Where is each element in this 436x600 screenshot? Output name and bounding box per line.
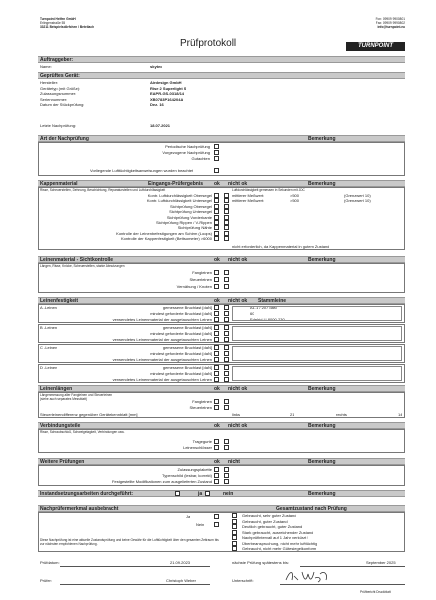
leinen-ok-checkbox[interactable] (214, 277, 219, 282)
group-ok-checkbox[interactable] (214, 357, 219, 362)
leinenl-nok-checkbox[interactable] (224, 399, 229, 404)
pruefer-value: Christoph Weber (166, 578, 196, 583)
state-label: Gebraucht, nicht mehr Gütesiegelkonform (242, 546, 317, 551)
art-item-checkbox[interactable] (214, 156, 219, 161)
group-ok-checkbox[interactable] (214, 311, 219, 316)
kappe-desc2: Luftdurchlässigkeit gemessen in Sekunden mit JDC (232, 188, 305, 192)
signature-label: Unterschrift: (232, 578, 254, 583)
group-nok-checkbox[interactable] (224, 351, 229, 356)
section-verbindung-header: Verbindungsteile ok nicht ok Bemerkung (38, 422, 405, 429)
art-note: Vorliegende Lufttüchtigkeitsanweisungen wurden beachtet (90, 168, 194, 173)
device-value: EAPR-GS-0318/14 (150, 91, 185, 97)
kappe-item-label: Sichtprüfung Nähte (177, 225, 212, 231)
leinen-ok-checkbox[interactable] (214, 270, 219, 275)
date-line (60, 566, 210, 567)
device-label: Gerätetyp (mit Größe): (40, 85, 81, 91)
doc-code: Prüfbericht Druckblatt (360, 590, 391, 594)
leinenl-item-label: Steuerleinen (189, 405, 212, 410)
page-title: Prüfprotokoll (180, 38, 237, 49)
group-remark: Edelrid U-8000-230 (250, 316, 285, 322)
state-checkbox[interactable] (232, 530, 237, 535)
device-label: Seriennummer: (40, 96, 68, 102)
instand-nein-checkbox[interactable] (205, 491, 210, 496)
weitere-item-label: Zulassungsplakette (177, 467, 212, 472)
group-row-label: gemessene Bruchlast [daN] (162, 305, 212, 310)
group-remark-box (232, 366, 402, 381)
verbindung-item-label: Tragegurte (192, 439, 212, 444)
art-note-checkbox[interactable] (214, 168, 219, 173)
last-check-label: Letzte Nachprüfung: (40, 123, 77, 128)
kappe-ok-checkbox[interactable] (214, 193, 219, 198)
group-row-label: verwendetes Leinenmaterial der ausgetauschten Leinen (112, 336, 212, 342)
kappe-item-label: Kontrolle der Kappenfestigkeit (Bettsometer) >6000 (120, 236, 212, 242)
group-nok-checkbox[interactable] (224, 365, 229, 370)
kappe-nok-checkbox[interactable] (224, 236, 229, 241)
kappe-ok-checkbox[interactable] (214, 225, 219, 230)
state-label: Nachprüfintervall auf 1 Jahr verkürzt ! (242, 535, 309, 540)
group-nok-checkbox[interactable] (224, 331, 229, 336)
kappe-item-label: Kontrolle der Leinenbefestigungen am Schirm (Loops) (116, 230, 212, 236)
group-name: B -Leinen (40, 325, 58, 330)
last-check-value: 18.07.2021 (150, 123, 171, 128)
client-name-label: Name: (40, 64, 52, 69)
group-ok-checkbox[interactable] (214, 325, 219, 330)
state-label: Deutlich gebraucht, guter Zustand (242, 524, 303, 529)
group-ok-checkbox[interactable] (214, 351, 219, 356)
leinenl-desc2: (siehe auch separates Messblatt) (40, 397, 87, 401)
section-festigkeit-header: Leinenfestigkeit ok nicht ok Stammleine (38, 297, 405, 304)
leinen-item-label: Fangleinen (192, 270, 212, 275)
device-value: Airdesign GmbH (150, 80, 182, 85)
section-geraet-header: Geprüftes Gerät: (38, 72, 405, 79)
group-row-label: gemessene Bruchlast [daN] (162, 325, 212, 330)
group-nok-checkbox[interactable] (224, 317, 229, 322)
group-name: D -Leinen (40, 365, 58, 370)
kappe-item-label: Sichtprüfung Untersegel (169, 209, 212, 215)
group-nok-checkbox[interactable] (224, 311, 229, 316)
group-row-label: verwendetes Leinenmaterial der ausgetauschten Leinen (112, 356, 212, 362)
ausbeute-nein-label: Nein (196, 522, 205, 527)
state-checkbox[interactable] (232, 519, 237, 524)
state-label: Stark gebraucht, ausreichender Zustand (242, 529, 314, 535)
leinen-ok-checkbox[interactable] (214, 284, 219, 289)
contact-email: info@turnpoint.eu (377, 25, 405, 29)
art-item-label: Gutachten (191, 156, 210, 161)
kappe-note: nicht erforderlich, da Kappenmaterial in gutem Zustand (232, 244, 330, 249)
kappe-item-label: Sichtprüfung Obersegel (169, 203, 212, 209)
meas-value: >500 (290, 193, 300, 198)
weitere-item-label: Typenschild (lesbar, korrekt) (161, 473, 212, 478)
brand-logo: TURNPOINT (346, 42, 405, 51)
state-label: Überbeanspruchung, nicht mehr lufttüchtig (242, 540, 318, 546)
leinen-item-label: Steuerleinen (189, 277, 212, 282)
kappe-nok-checkbox[interactable] (224, 220, 229, 225)
kappe-item-label: Sichtprüfung Rippen / V-Rippen (155, 220, 212, 225)
group-row-label: mindest geforderte Bruchlast [daN] (150, 330, 212, 336)
weitere-item-label: Festgestellte Modifikationen zum ausgelieferten Zustand (111, 479, 212, 484)
group-nok-checkbox[interactable] (224, 371, 229, 376)
next-value: September 2025 (366, 560, 396, 565)
section-leinen-sicht-header: Leinenmaterial - Sichtkontrolle ok nicht ok Bemerkung (38, 256, 405, 263)
state-checkbox[interactable] (232, 541, 237, 546)
state-label: Gebraucht, sehr guter Zustand (242, 513, 297, 518)
group-remark-box (232, 306, 402, 321)
weitere-ok-checkbox[interactable] (214, 473, 219, 478)
group-name: C -Leinen (40, 345, 58, 350)
ausbeute-note: Diese Nachprüfung ist eine aktuelle Zustandsprüfung und keine Gewähr für die Lufttüchtigkeit über den gesamten Zeitraum bis zur nächsten empfohlenen Nachprüfung. (40, 538, 219, 546)
diff-label: Steuerleinendifferenz gegenüber Gerätekennblatt [mm] (40, 412, 138, 417)
art-item-checkbox[interactable] (214, 150, 219, 155)
diff-right-value: 14 (398, 412, 403, 417)
kappe-ok-checkbox[interactable] (214, 209, 219, 214)
group-row-label: mindest geforderte Bruchlast [daN] (150, 370, 212, 376)
leinenl-item-label: Fangleinen (192, 399, 212, 404)
kappe-desc: Risse, Scheuerstellen, Dehnung, Beschichtung, Reparaturstellen und Luftdurchlässigkeit (40, 188, 166, 192)
group-row-label: mindest geforderte Bruchlast [daN] (150, 350, 212, 356)
device-label: Zulassungsnummer: (40, 91, 77, 97)
kappe-nok-checkbox[interactable] (224, 209, 229, 214)
company-city: 33211 Beispielsdörfchen / Beteilach (40, 25, 95, 29)
group-remark-box (232, 346, 402, 361)
device-label: Hersteller: (40, 80, 59, 85)
group-nok-checkbox[interactable] (224, 337, 229, 342)
date-value: 21.09.2023 (170, 560, 191, 565)
pruefer-label: Prüfer: (40, 578, 53, 583)
group-remark: 60 (250, 310, 255, 316)
group-row-label: mindest geforderte Bruchlast [daN] (150, 310, 212, 316)
company-street: Erlingenstraße 55 (40, 21, 66, 25)
leinen-nok-checkbox[interactable] (224, 277, 229, 282)
group-name: A -Leinen (40, 305, 57, 310)
meas-limit: (Grenzwert 10) (344, 193, 371, 198)
group-nok-checkbox[interactable] (224, 345, 229, 350)
signature-image (282, 566, 332, 586)
art-item-label: Periodische Nachprüfung (165, 144, 210, 149)
state-checkbox[interactable] (232, 524, 237, 529)
weitere-nok-checkbox[interactable] (224, 479, 229, 484)
group-ok-checkbox[interactable] (214, 371, 219, 376)
kappe-ok-checkbox[interactable] (214, 236, 219, 241)
weitere-nok-checkbox[interactable] (224, 473, 229, 478)
instand-ja-checkbox[interactable] (175, 491, 180, 496)
group-row-label: verwendetes Leinenmaterial der ausgetauschten Leinen (112, 376, 212, 382)
group-row-label: gemessene Bruchlast [daN] (162, 365, 212, 370)
ausbeute-ja-label: Ja (186, 514, 191, 519)
section-weitere-header: Weitere Prüfungen ok nicht Bemerkung (38, 458, 405, 465)
meas-value: >500 (290, 198, 300, 204)
section-kappe-header: Kappenmaterial Eingangs-Prüfergebnis ok nicht ok Bemerkung (38, 180, 405, 187)
state-checkbox[interactable] (232, 535, 237, 540)
client-name-value: skytec (150, 64, 163, 69)
group-nok-checkbox[interactable] (224, 377, 229, 382)
ausbeute-body (38, 512, 405, 552)
group-ok-checkbox[interactable] (214, 337, 219, 342)
section-instand-header: Instandsetzungsarbeiten durchgeführt: ja nein Bemerkung (38, 490, 405, 497)
diff-left-label: links (232, 412, 241, 417)
group-row-label: verwendetes Leinenmaterial der ausgetauschten Leinen (112, 316, 212, 322)
leinen-nok-checkbox[interactable] (224, 270, 229, 275)
state-checkbox[interactable] (232, 513, 237, 518)
company-name: Turnpoint Helfen GmbH (40, 17, 76, 21)
kappe-nok-checkbox[interactable] (224, 225, 229, 230)
group-remark: A1.1 / 207 daN (250, 305, 277, 310)
section-leinenl-header: Leinenlängen ok nicht ok Bemerkung (38, 385, 405, 392)
leinen-item-label: Vernähung / Knoten (176, 284, 212, 289)
weitere-ok-checkbox[interactable] (214, 467, 219, 472)
verbindung-item-label: Leinenschlösser (183, 445, 212, 450)
meas-label: mittlerer Meßwert: (232, 198, 265, 204)
art-item-checkbox[interactable] (214, 144, 219, 149)
kappe-ok-checkbox[interactable] (214, 198, 219, 203)
kappe-ok-checkbox[interactable] (214, 220, 219, 225)
date-label: Prüfdatum: (40, 560, 60, 565)
contact-fax: Fax: 09909 9990802 (375, 21, 405, 25)
kappe-item-label: Sichtprüfung Vorderkante (166, 214, 212, 220)
kappe-nok-checkbox[interactable] (224, 231, 229, 236)
leinenl-ok-checkbox[interactable] (214, 405, 219, 410)
verbindung-ok-checkbox[interactable] (214, 445, 219, 450)
weitere-ok-checkbox[interactable] (214, 479, 219, 484)
group-ok-checkbox[interactable] (214, 345, 219, 350)
group-ok-checkbox[interactable] (214, 305, 219, 310)
group-ok-checkbox[interactable] (214, 331, 219, 336)
verbindung-nok-checkbox[interactable] (224, 439, 229, 444)
leinenl-nok-checkbox[interactable] (224, 405, 229, 410)
device-label: Datum der Stückprüfung: (40, 102, 85, 108)
group-nok-checkbox[interactable] (224, 305, 229, 310)
group-ok-checkbox[interactable] (214, 317, 219, 322)
kappe-nok-checkbox[interactable] (224, 198, 229, 203)
section-ausbeute-header: Nachprüfermerkmal ausbebracht Gesamtzustand nach Prüfung (38, 505, 405, 512)
state-checkbox[interactable] (232, 546, 237, 551)
leinen-nok-checkbox[interactable] (224, 284, 229, 289)
leinenl-desc: Längenmessung aller Fangleinen und Steuerleinen (40, 393, 113, 397)
section-art-header: Art der Nachprüfung Bemerkung (38, 135, 405, 142)
pruefer-line (60, 584, 210, 585)
verbindung-nok-checkbox[interactable] (224, 445, 229, 450)
group-nok-checkbox[interactable] (224, 325, 229, 330)
kappe-item-label: Kontr. Luftdurchlässigkeit Obersegel (147, 193, 212, 198)
verbindung-ok-checkbox[interactable] (214, 439, 219, 444)
diff-left-value: 21 (290, 412, 295, 417)
next-label: nächste Prüfung spätestens bis: (232, 560, 289, 565)
kappe-ok-checkbox[interactable] (214, 231, 219, 236)
kappe-ok-checkbox[interactable] (214, 204, 219, 209)
group-ok-checkbox[interactable] (214, 377, 219, 382)
device-value: XB0783P164204A (150, 96, 184, 102)
meas-limit: (Grenzwert 10) (344, 198, 371, 204)
group-nok-checkbox[interactable] (224, 357, 229, 362)
weitere-nok-checkbox[interactable] (224, 467, 229, 472)
group-remark-box (232, 326, 402, 341)
leinen-sicht-desc: Längen, Risse, Knicke, Scheuerstellen, starke Abnutzungen (40, 264, 125, 268)
group-row-label: gemessene Bruchlast [daN] (162, 345, 212, 350)
verbindung-desc: Risse, Schraubschloß, Schweigelagkeit, Verbindungen usw. (40, 430, 125, 434)
section-auftraggeber-header: Auftraggeber: (38, 56, 405, 63)
kappe-item-label: Kontr. Luftdurchlässigkeit Untersegel (146, 198, 212, 204)
kappe-nok-checkbox[interactable] (224, 204, 229, 209)
diff-right-label: rechts (336, 412, 347, 417)
leinenl-ok-checkbox[interactable] (214, 399, 219, 404)
art-item-label: Vorgezogene Nachprüfung (162, 150, 210, 155)
signature-line (280, 584, 405, 585)
contact-phone: Fon: 09909 9900801 (375, 17, 405, 21)
ausbeute-ja-checkbox[interactable] (214, 514, 219, 519)
device-value: Dez. 16 (150, 102, 164, 108)
ausbeute-nein-checkbox[interactable] (214, 522, 219, 527)
kappe-nok-checkbox[interactable] (224, 193, 229, 198)
device-value: Rise 2 Superlight S (150, 85, 187, 91)
kappe-ok-checkbox[interactable] (214, 215, 219, 220)
meas-label: mittlerer Meßwert: (232, 193, 265, 198)
state-label: Gebraucht, guter Zustand (242, 518, 288, 524)
kappe-nok-checkbox[interactable] (224, 215, 229, 220)
group-ok-checkbox[interactable] (214, 365, 219, 370)
